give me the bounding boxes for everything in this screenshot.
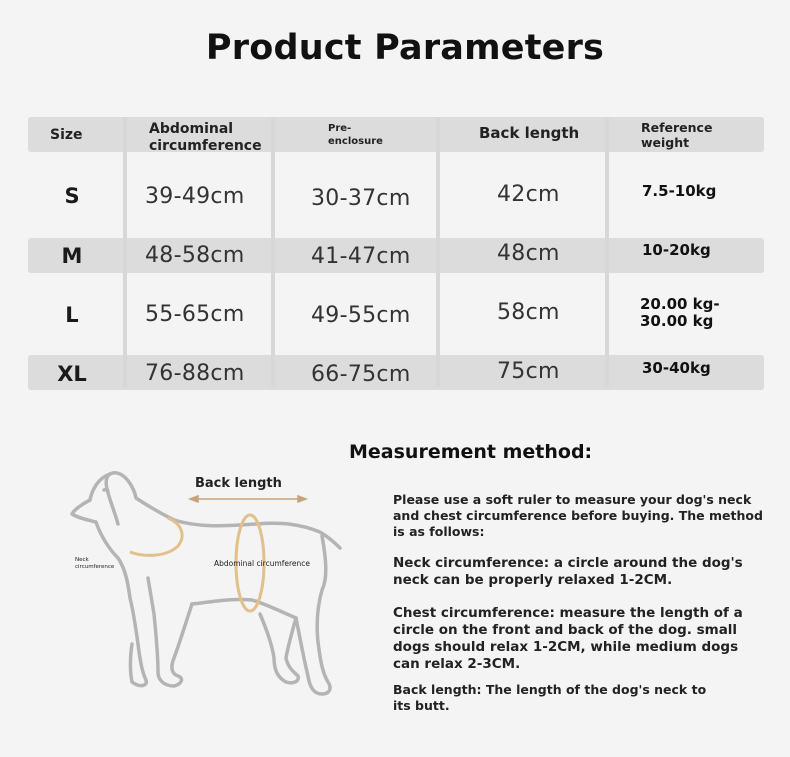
size-l: L — [65, 303, 79, 327]
page-title: Product Parameters — [205, 28, 605, 68]
back-length-arrow — [190, 496, 306, 502]
size-xl: XL — [57, 362, 87, 386]
measurement-title: Measurement method: — [349, 441, 593, 463]
column-divider — [271, 117, 275, 387]
abdominal-xl: 76-88cm — [145, 360, 245, 386]
neck-label: Neck circumference — [75, 557, 115, 570]
column-divider — [436, 117, 440, 387]
chest-instruction: Chest circumference: measure the length of a circle on the front and back of the dog. small dogs should relax 1-2CM, while medium dogs can relax 2-3CM. — [393, 605, 743, 672]
neck-measure-ring — [130, 518, 182, 555]
abdominal-l: 55-65cm — [145, 301, 245, 327]
weight-xl: 30-40kg — [642, 358, 711, 377]
back-instruction: Back length: The length of the dog's neck to its butt. — [393, 682, 707, 713]
dog-outline — [72, 473, 340, 694]
abdominal-s: 39-49cm — [145, 183, 245, 209]
weight-s: 7.5-10kg — [642, 181, 717, 200]
back-length-m: 48cm — [497, 240, 560, 266]
abdominal-label: Abdominal circumference — [214, 559, 311, 568]
pre-enclosure-l: 49-55cm — [311, 302, 411, 328]
pre-enclosure-m: 41-47cm — [311, 243, 411, 269]
back-length-l: 58cm — [497, 299, 560, 325]
size-m: M — [61, 244, 83, 268]
back-length-label: Back length — [195, 476, 282, 491]
column-divider — [605, 117, 609, 387]
header-reference-weight: Reference weight — [641, 119, 713, 150]
size-s: S — [64, 184, 80, 208]
abdominal-m: 48-58cm — [145, 242, 245, 268]
header-back-length: Back length — [479, 123, 580, 142]
weight-l: 20.00 kg-30.00 kg — [640, 295, 720, 330]
back-length-s: 42cm — [497, 181, 560, 207]
measurement-intro: Please use a soft ruler to measure your dog's neck and chest circumference before buying. The method is as follows: — [393, 492, 763, 539]
header-abdominal: Abdominal circumference — [149, 120, 262, 154]
size-table — [28, 117, 764, 392]
header-pre-enclosure: Pre- enclosure — [328, 123, 383, 147]
back-length-xl: 75cm — [497, 358, 560, 384]
weight-m: 10-20kg — [642, 240, 711, 259]
header-size: Size — [50, 126, 83, 143]
pre-enclosure-xl: 66-75cm — [311, 361, 411, 387]
pre-enclosure-s: 30-37cm — [311, 185, 411, 211]
dog-diagram — [60, 462, 360, 722]
column-divider — [123, 117, 127, 387]
neck-instruction: Neck circumference: a circle around the dog's neck can be properly relaxed 1-2CM. — [393, 555, 743, 588]
